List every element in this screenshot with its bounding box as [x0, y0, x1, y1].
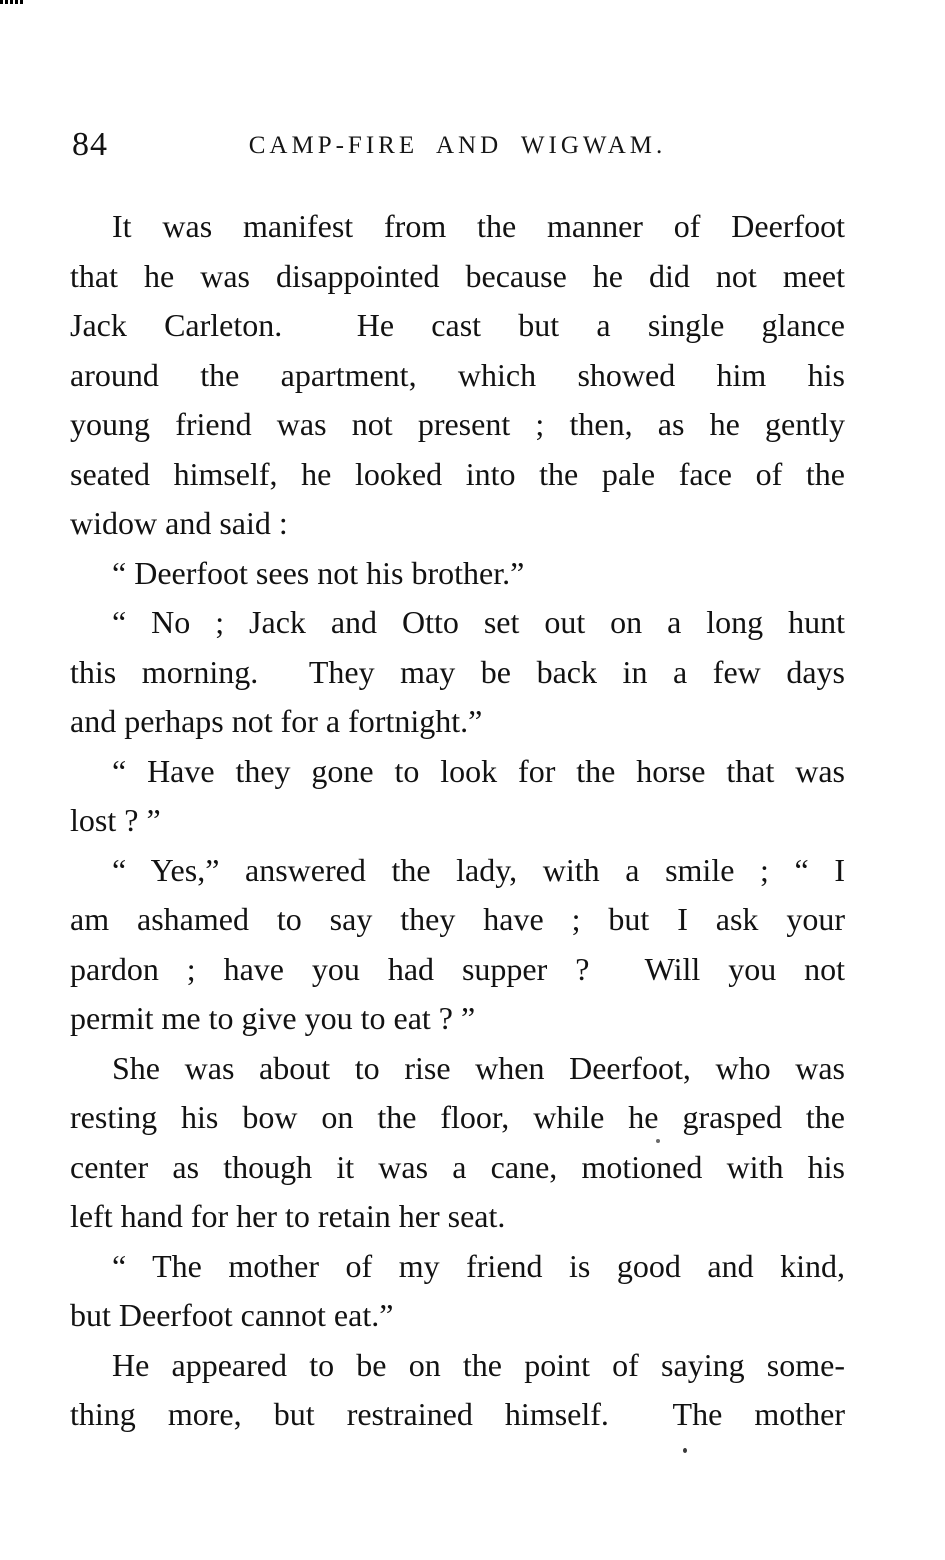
text-line: left hand for her to retain her seat. [70, 1198, 506, 1234]
text-line: lost ? ” [70, 802, 161, 838]
text-line: young friend was not present ; then, as he gently [70, 406, 845, 442]
text-line: around the apartment, which showed him his [70, 356, 845, 393]
text-line: “ Have they gone to look for the horse that was [112, 752, 845, 789]
running-header [70, 126, 845, 168]
text-line: that he was disappointed because he did not meet [70, 257, 845, 294]
text-line: pardon ; have you had supper ? Will you not [70, 950, 845, 987]
scan-edge-artifact [0, 0, 25, 4]
text-line: center as though it was a cane, motioned with his [70, 1148, 845, 1185]
text-line: It was manifest from the manner of Deerfoot [112, 208, 845, 244]
text-line: “ Deerfoot sees not his brother.” [112, 554, 525, 591]
text-line: “ The mother of my friend is good and kind, [112, 1247, 845, 1284]
ink-speck [683, 1448, 687, 1453]
text-line: She was about to rise when Deerfoot, who was [112, 1049, 845, 1086]
text-line: widow and said : [70, 505, 288, 541]
text-line: this morning. They may be back in a few days [70, 653, 845, 690]
text-line: thing more, but restrained himself. The mother [70, 1396, 845, 1432]
text-line: but Deerfoot cannot eat.” [70, 1297, 394, 1333]
text-line: am ashamed to say they have ; but I ask your [70, 901, 845, 937]
page-text-block [70, 202, 845, 1440]
text-line: seated himself, he looked into the pale face of the [70, 455, 845, 492]
ink-speck [656, 1139, 660, 1143]
text-line: “ No ; Jack and Otto set out on a long hunt [112, 604, 845, 640]
text-line: Jack Carleton. He cast but a single glance [70, 307, 845, 343]
text-line: and perhaps not for a fortnight.” [70, 703, 483, 739]
page-number: 84 [72, 126, 108, 163]
text-line: He appeared to be on the point of saying some- [112, 1346, 845, 1383]
text-line: resting his bow on the floor, while he grasped the [70, 1099, 845, 1135]
text-line: “ Yes,” answered the lady, with a smile ; “ I [112, 851, 845, 888]
running-title: CAMP-FIRE AND WIGWAM. [248, 132, 667, 159]
text-line: permit me to give you to eat ? ” [70, 1000, 476, 1036]
